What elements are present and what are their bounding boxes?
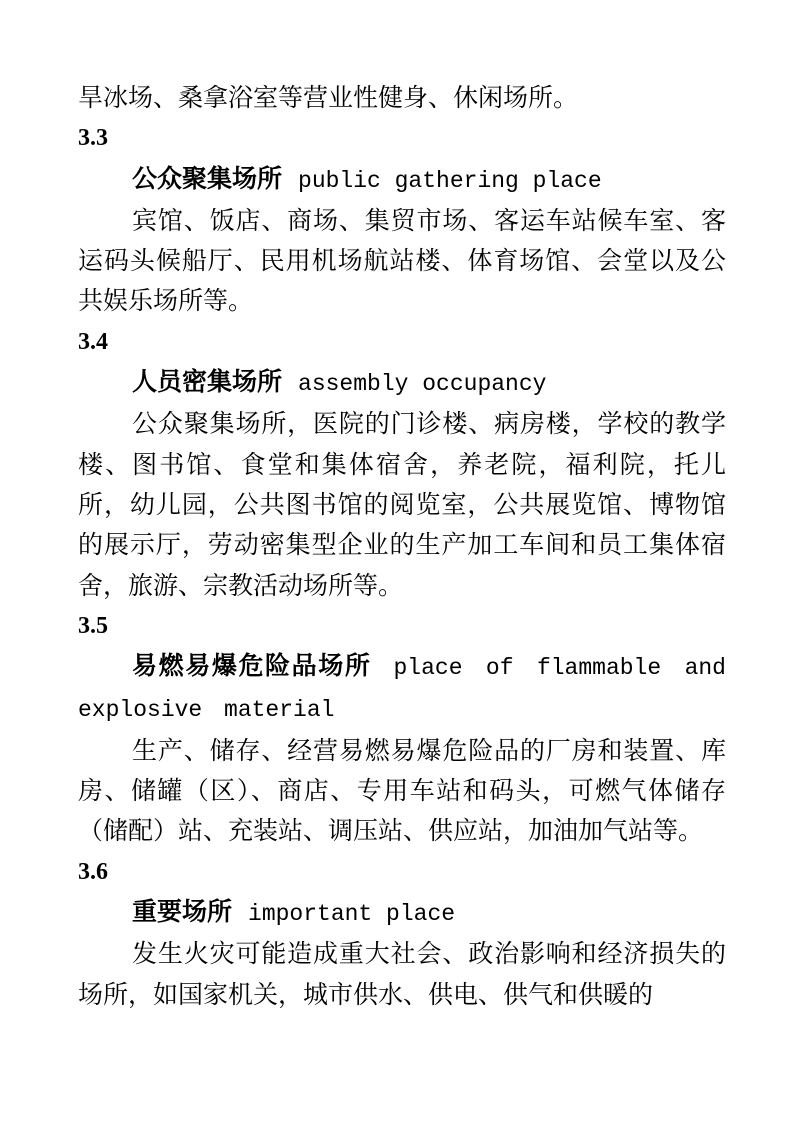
document-page xyxy=(78,78,726,1015)
intro-paragraph: 旱冰场、桑拿浴室等营业性健身、休闲场所。 xyxy=(78,83,579,112)
section-number: 3.5 xyxy=(78,612,108,639)
section-number: 3.4 xyxy=(78,328,108,355)
section-3-5 xyxy=(78,606,726,852)
definition-paragraph: 发生火灾可能造成重大社会、政治影响和经济损失的场所，如国家机关，城市供水、供电、供气和供暖的 xyxy=(78,939,726,1009)
term-english: place of flammable and explosive material xyxy=(78,655,726,724)
definition-paragraph: 公众聚集场所，医院的门诊楼、病房楼，学校的教学楼、图书馆、食堂和集体宿舍，养老院，福利院，托儿所，幼儿园，公共图书馆的阅览室，公共展览馆、博物馆的展示厅，劳动密集型企业的生产加工车间和员工集体宿舍，旅游、宗教活动场所等。 xyxy=(78,409,726,600)
term-english: important place xyxy=(248,900,456,927)
section-3-3 xyxy=(78,118,726,321)
section-3-6 xyxy=(78,852,726,1015)
term-chinese: 公众聚集场所 xyxy=(132,163,283,193)
definition-paragraph: 宾馆、饭店、商场、集贸市场、客运车站候车室、客运码头候船厅、民用机场航站楼、体育场馆、会堂以及公共娱乐场所等。 xyxy=(78,205,726,316)
definition-paragraph: 生产、储存、经营易燃易爆危险品的厂房和装置、库房、储罐（区）、商店、专用车站和码头，可燃气体储存（储配）站、充装站、调压站、供应站，加油加气站等。 xyxy=(78,735,726,846)
term-heading xyxy=(78,159,726,201)
section-3-4 xyxy=(78,322,726,606)
term-heading xyxy=(78,646,726,731)
section-number: 3.3 xyxy=(78,125,108,152)
term-chinese: 重要场所 xyxy=(132,896,233,926)
term-english: assembly occupancy xyxy=(298,371,547,398)
term-chinese: 人员密集场所 xyxy=(132,367,283,397)
section-number: 3.6 xyxy=(78,858,108,885)
term-chinese: 易燃易爆危险品场所 xyxy=(132,651,372,681)
term-english: public gathering place xyxy=(298,167,602,194)
term-heading xyxy=(78,892,726,934)
term-heading xyxy=(78,362,726,404)
